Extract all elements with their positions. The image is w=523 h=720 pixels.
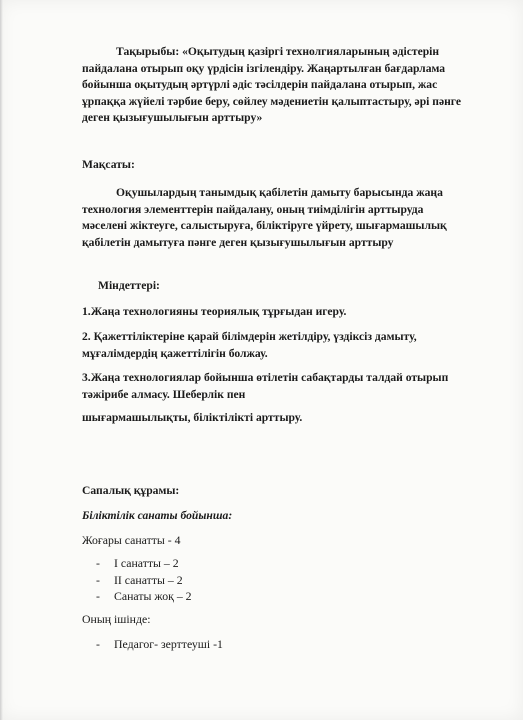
list-item bbox=[96, 572, 192, 589]
researcher-count: Педагог- зерттеуші -1 bbox=[114, 637, 223, 651]
goal-heading: Мақсаты: bbox=[82, 158, 135, 171]
bullet-dash: - bbox=[96, 556, 100, 570]
topic-label: Тақырыбы: bbox=[116, 45, 180, 58]
task-item-1: 1.Жаңа технологияны теориялық тұрғыдан игеру. bbox=[82, 305, 347, 318]
task-item-3-continued: шығармашылықты, біліктілікті арттыру. bbox=[82, 411, 303, 424]
topic-paragraph bbox=[82, 44, 462, 127]
category-first: І санатты – 2 bbox=[114, 556, 179, 570]
task-item-3: 3.Жаңа технологиялар бойынша өтілетін сабақтарды талдай отырып тәжірибе алмасу. Шеберлік пен bbox=[82, 371, 449, 401]
category-list bbox=[96, 555, 192, 605]
among-them-label: Оның ішінде: bbox=[82, 612, 151, 626]
list-item bbox=[96, 555, 192, 572]
list-item bbox=[96, 588, 192, 605]
goal-text bbox=[82, 185, 462, 251]
highest-category-count: Жоғары санатты - 4 bbox=[82, 533, 181, 547]
list-item bbox=[96, 636, 223, 653]
bullet-dash: - bbox=[96, 589, 100, 603]
goal-text-content: Оқушылардың танымдық қабілетін дамыту барысында жаңа технология элементтерін пайдалану, оның тиімділігін арттыруда мәселені жіктеуге, салыстыруға, біліктіруге үйрету, шығармашылық қабілетін дамытуға пәнге деген қызығушылығын арттыру bbox=[82, 186, 447, 249]
bullet-dash: - bbox=[96, 572, 100, 587]
qualification-subheading: Біліктілік санаты бойынша: bbox=[82, 509, 233, 522]
category-none: Санаты жоқ – 2 bbox=[114, 589, 192, 603]
composition-heading: Сапалық құрамы: bbox=[82, 484, 180, 497]
researcher-list bbox=[96, 636, 223, 653]
page-edge-shadow bbox=[0, 0, 3, 720]
category-second: ІІ санатты – 2 bbox=[114, 572, 183, 587]
bullet-dash: - bbox=[96, 637, 100, 651]
task-item-2: 2. Қажеттіліктеріне қарай білімдерін жетілдіру, үздіксіз дамыту, мұғалімдердің қажеттілігін болжау. bbox=[82, 330, 417, 360]
topic-text: «Оқытудың қазіргі технолгияларының әдістерін пайдалана отырып оқу үрдісін ізгілендіру. Жаңартылған бағдарлама бойынша оқытудың әртүрлі әдіс тәсілдерін пайдалана отырып, жас ұрпаққа жүйелі тәрбие беру, сөйлеу мәдениетін қалыптастыру, әрі пәнге деген қызығушылығын арттыру» bbox=[82, 45, 462, 125]
tasks-heading: Міндеттері: bbox=[98, 279, 160, 292]
